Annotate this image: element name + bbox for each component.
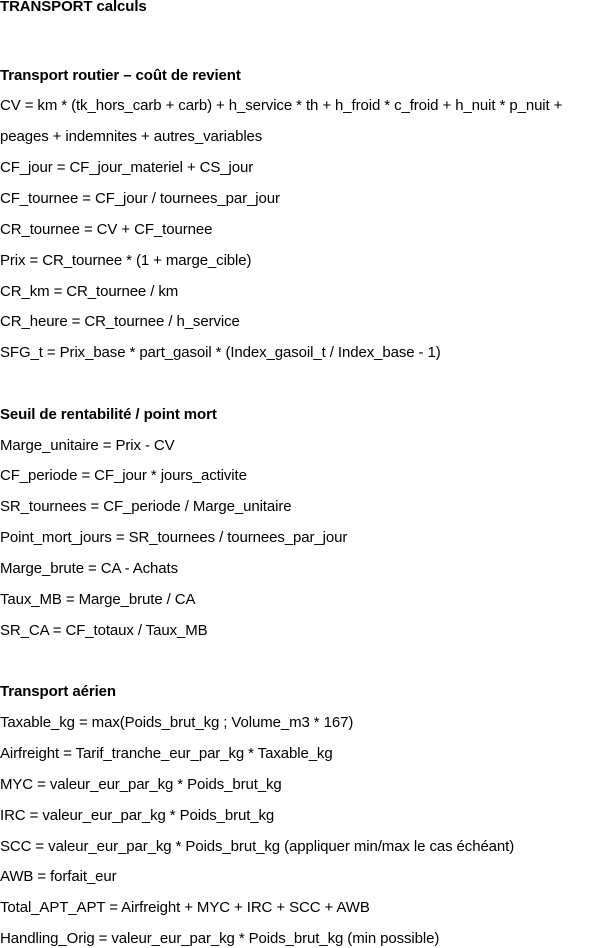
formula-line: Point_mort_jours = SR_tournees / tournees_par_jour <box>0 529 348 546</box>
section-heading-transport-aerien: Transport aérien <box>0 683 116 700</box>
formula-line: Total_APT_APT = Airfreight + MYC + IRC + SCC + AWB <box>0 899 370 916</box>
formula-line: Prix = CR_tournee * (1 + marge_cible) <box>0 252 252 269</box>
formula-line: Marge_unitaire = Prix - CV <box>0 437 175 454</box>
formula-line: CF_tournee = CF_jour / tournees_par_jour <box>0 190 280 207</box>
formula-line: CF_periode = CF_jour * jours_activite <box>0 467 247 484</box>
formula-line: SR_tournees = CF_periode / Marge_unitaire <box>0 498 292 515</box>
section-heading-seuil-rentabilite: Seuil de rentabilité / point mort <box>0 406 217 423</box>
formula-line: Handling_Orig = valeur_eur_par_kg * Poids_brut_kg (min possible) <box>0 930 440 947</box>
formula-line: CF_jour = CF_jour_materiel + CS_jour <box>0 159 254 176</box>
formula-line: CR_tournee = CV + CF_tournee <box>0 221 213 238</box>
formula-line: Taxable_kg = max(Poids_brut_kg ; Volume_m3 * 167) <box>0 714 354 731</box>
formula-line: Airfreight = Tarif_tranche_eur_par_kg * Taxable_kg <box>0 745 333 762</box>
formula-line: AWB = forfait_eur <box>0 868 117 885</box>
formula-line: peages + indemnites + autres_variables <box>0 128 263 145</box>
formula-line: CR_km = CR_tournee / km <box>0 283 179 300</box>
formula-line: MYC = valeur_eur_par_kg * Poids_brut_kg <box>0 776 282 793</box>
formula-line: CV = km * (tk_hors_carb + carb) + h_service * th + h_froid * c_froid + h_nuit * p_nuit + <box>0 97 563 114</box>
formula-line: Taux_MB = Marge_brute / CA <box>0 591 196 608</box>
formula-line: Marge_brute = CA - Achats <box>0 560 179 577</box>
formula-line: SCC = valeur_eur_par_kg * Poids_brut_kg (appliquer min/max le cas échéant) <box>0 838 515 855</box>
section-heading-transport-routier: Transport routier – coût de revient <box>0 67 241 84</box>
formula-line: IRC = valeur_eur_par_kg * Poids_brut_kg <box>0 807 275 824</box>
formula-line: SR_CA = CF_totaux / Taux_MB <box>0 622 208 639</box>
formula-line: CR_heure = CR_tournee / h_service <box>0 313 240 330</box>
document-title: TRANSPORT calculs <box>0 0 147 15</box>
formula-line: SFG_t = Prix_base * part_gasoil * (Index_gasoil_t / Index_base - 1) <box>0 344 441 361</box>
